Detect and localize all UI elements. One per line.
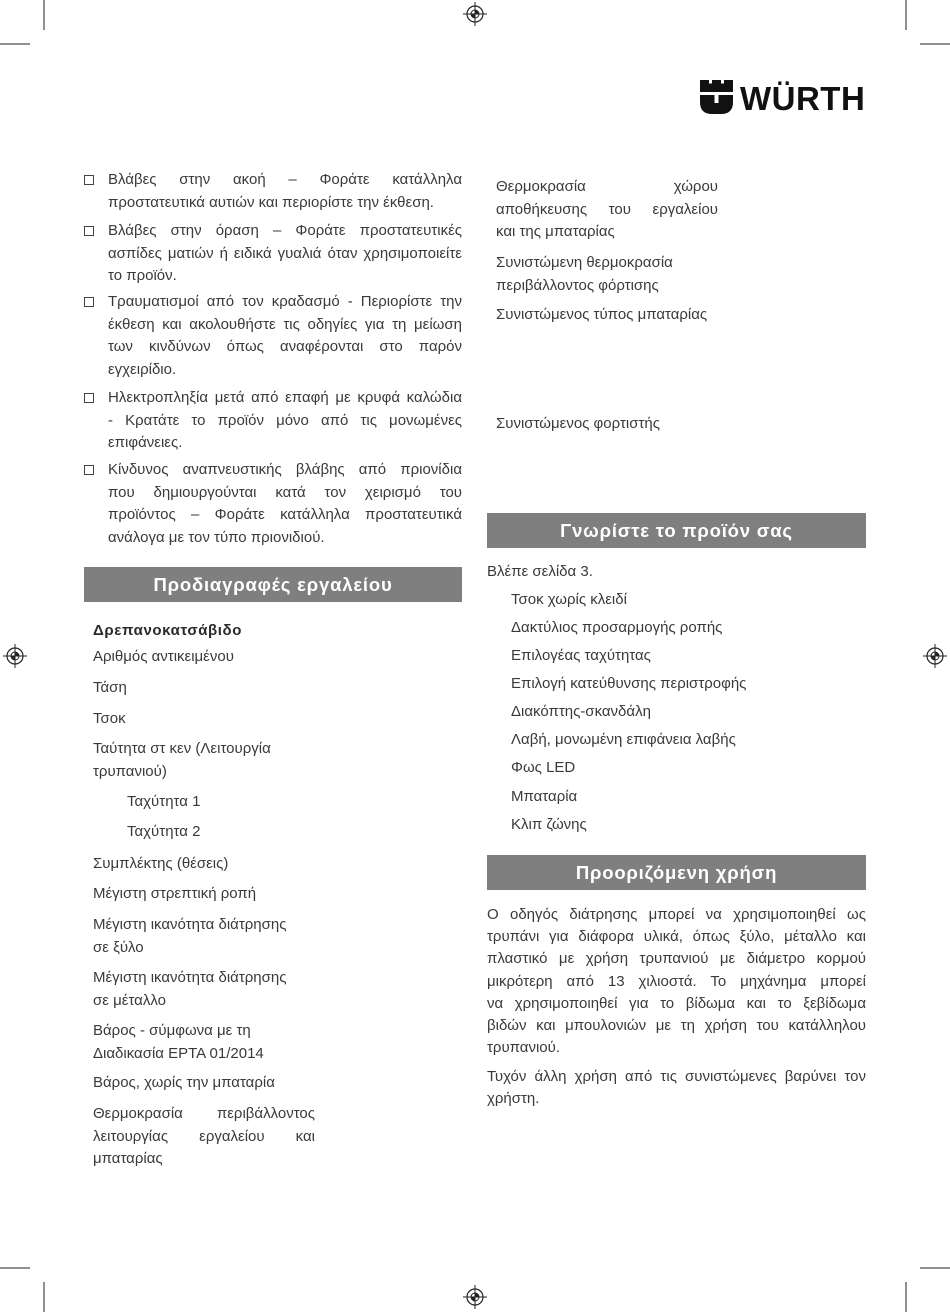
- spec-label: Συνιστώμενος φορτιστής: [496, 415, 660, 432]
- hazard-text-line: των κινδύνων όπως αναφέρονται στο παρόν: [108, 338, 462, 355]
- paragraph-line: πλαστικό με χρήση τρυπανιού με διάμετρο κορμού: [487, 950, 866, 968]
- brand-logo-text: WÜRTH: [740, 80, 866, 117]
- registration-mark-icon: [462, 1284, 488, 1310]
- hazard-item: [108, 220, 462, 288]
- spec-label: Μέγιστη στρεπτική ροπή: [93, 885, 257, 902]
- spec-label: περιβάλλοντος φόρτισης: [496, 276, 659, 294]
- section-header-intended-use: Προοριζόμενη χρήση: [487, 855, 866, 890]
- hazard-text-line: προϊόντος – Φοράτε κατάλληλα προστατευτικά: [108, 506, 462, 523]
- spec-label: σε μέταλλο: [93, 991, 166, 1009]
- spec-row: [93, 708, 315, 731]
- paragraph-line: να χρησιμοποιηθεί για το βίδωμα και το ξεβίδωμα: [487, 994, 866, 1012]
- spec-label: Θερμοκρασία περιβάλλοντος: [93, 1105, 315, 1122]
- component-list-item: Κλιπ ζώνης: [511, 816, 587, 833]
- hazard-text-line: το προϊόν.: [108, 267, 177, 284]
- wurth-logo-icon: [700, 80, 733, 114]
- spec-label: Μέγιστη ικανότητα διάτρησης: [93, 969, 287, 986]
- spec-label: και της μπαταρίας: [496, 223, 615, 240]
- product-name: Δρεπανοκατσάβιδο: [93, 622, 243, 639]
- paragraph-line: βιδών και μπουλονιών με τη χρήση του κατάλληλου: [487, 1017, 866, 1035]
- spec-row: [93, 677, 315, 700]
- spec-label: Θερμοκρασία χώρου: [496, 178, 718, 195]
- spec-row-sub: [127, 791, 315, 814]
- paragraph-line: τρυπάνι για διάφορα υλικά, όπως ξύλο, μέταλλο και: [487, 928, 866, 946]
- spec-label: λειτουργίας εργαλείου και: [93, 1127, 315, 1145]
- component-list-item: Επιλογέας ταχύτητας: [511, 647, 651, 664]
- hazard-text-line: Ηλεκτροπληξία μετά από επαφή με κρυφά καλώδια: [108, 389, 462, 406]
- spec-row: [93, 1020, 315, 1065]
- hazard-text-line: ανάλογα με τον τύπο πριονιδιού.: [108, 528, 325, 546]
- hazard-text-line: επιφάνειες.: [108, 434, 183, 451]
- spec-row: [496, 176, 718, 244]
- checkbox-icon: [84, 226, 94, 236]
- spec-row: [93, 967, 315, 1012]
- spec-label: Βάρος, χωρίς την μπαταρία: [93, 1074, 275, 1091]
- section-header-know-product: Γνωρίστε το προϊόν σας: [487, 513, 866, 548]
- registration-mark-icon: [462, 1, 488, 27]
- paragraph-line: χρήστη.: [487, 1090, 540, 1108]
- component-list-item: Λαβή, μονωμένη επιφάνεια λαβής: [511, 731, 736, 748]
- spec-row: [496, 304, 736, 327]
- checkbox-icon: [84, 465, 94, 475]
- spec-row: [496, 252, 718, 297]
- paragraph-line: Τυχόν άλλη χρήση από τις συνιστώμενες βαρύνει τον: [487, 1068, 866, 1085]
- section-header-specs: Προδιαγραφές εργαλείου: [84, 567, 462, 602]
- spec-label: τρυπανιού): [93, 762, 167, 780]
- spec-label: Συμπλέκτης (θέσεις): [93, 855, 229, 872]
- know-product-intro: Βλέπε σελίδα 3.: [487, 563, 593, 580]
- hazard-item: [108, 169, 462, 214]
- spec-label: Διαδικασία EPTA 01/2014: [93, 1044, 264, 1062]
- hazard-text-line: προστατευτικά αυτιών και περιορίστε την έκθεση.: [108, 193, 434, 211]
- hazard-text-line: Βλάβες στην όραση – Φοράτε προστατευτικές: [108, 222, 462, 239]
- hazard-item: [108, 291, 462, 381]
- component-list-item: Φως LED: [511, 759, 576, 776]
- component-list-item: Τσοκ χωρίς κλειδί: [511, 591, 627, 608]
- checkbox-icon: [84, 297, 94, 307]
- spec-label: Τσοκ: [93, 710, 126, 727]
- spec-row: [93, 646, 315, 669]
- hazard-text-line: - Κρατάτε το προϊόν μόνο από τις μονωμένες: [108, 411, 462, 429]
- component-list-item: Επιλογή κατεύθυνσης περιστροφής: [511, 675, 747, 692]
- hazard-text-line: Κίνδυνος αναπνευστικής βλάβης από πριονίδια: [108, 461, 462, 478]
- spec-label: αποθήκευσης του εργαλείου: [496, 200, 718, 218]
- spec-label: Αριθμός αντικειμένου: [93, 648, 234, 665]
- spec-label: Ταχύτητα 1: [127, 793, 201, 810]
- hazard-text-line: που δημιουργούνται κατά τον χειρισμό του: [108, 483, 462, 501]
- spec-row: [93, 738, 315, 783]
- paragraph-line: τρυπανιού.: [487, 1039, 561, 1057]
- hazard-text-line: έκθεση και ακολουθήστε τις οδηγίες για τη μείωση: [108, 315, 462, 333]
- spec-row: [496, 413, 736, 436]
- spec-label: σε ξύλο: [93, 938, 144, 956]
- spec-row: [93, 853, 315, 876]
- checkbox-icon: [84, 175, 94, 185]
- hazard-text-line: ασπίδες ματιών ή ειδικά γυαλιά όταν χρησιμοποιείτε: [108, 244, 462, 262]
- spec-row: [93, 883, 315, 906]
- spec-row-sub: [127, 821, 315, 844]
- spec-row: [93, 1103, 315, 1171]
- spec-label: Βάρος - σύμφωνα με τη: [93, 1022, 251, 1039]
- hazard-item: [108, 459, 462, 549]
- paragraph-line: μικρότερη από 13 χιλιοστά. Το μηχάνημα μπορεί: [487, 972, 866, 990]
- component-list-item: Δακτύλιος προσαρμογής ροπής: [511, 619, 723, 636]
- intended-use-paragraph: [487, 1066, 866, 1110]
- component-list-item: Μπαταρία: [511, 788, 578, 805]
- spec-label: Συνιστώμενη θερμοκρασία: [496, 254, 673, 271]
- spec-label: Τάση: [93, 679, 127, 696]
- spec-label: Συνιστώμενος τύπος μπαταρίας: [496, 306, 708, 323]
- registration-mark-icon: [2, 643, 28, 669]
- paragraph-line: Ο οδηγός διάτρησης μπορεί να χρησιμοποιηθεί ως: [487, 906, 866, 923]
- checkbox-icon: [84, 393, 94, 403]
- hazard-text-line: Τραυματισμοί από τον κραδασμό - Περιορίστε την: [108, 293, 462, 310]
- component-list-item: Διακόπτης-σκανδάλη: [511, 703, 651, 720]
- hazard-item: [108, 387, 462, 455]
- spec-label: μπαταρίας: [93, 1150, 163, 1167]
- spec-label: Ταύτητα στ κεν (Λειτουργία: [93, 740, 271, 757]
- intended-use-paragraph: [487, 904, 866, 1059]
- spec-label: Μέγιστη ικανότητα διάτρησης: [93, 916, 287, 933]
- hazard-text-line: Βλάβες στην ακοή – Φοράτε κατάλληλα: [108, 171, 462, 188]
- spec-row: [93, 1072, 315, 1095]
- hazard-text-line: εγχειρίδιο.: [108, 360, 177, 378]
- spec-row: [93, 914, 315, 959]
- registration-mark-icon: [922, 643, 948, 669]
- spec-label: Ταχύτητα 2: [127, 823, 201, 840]
